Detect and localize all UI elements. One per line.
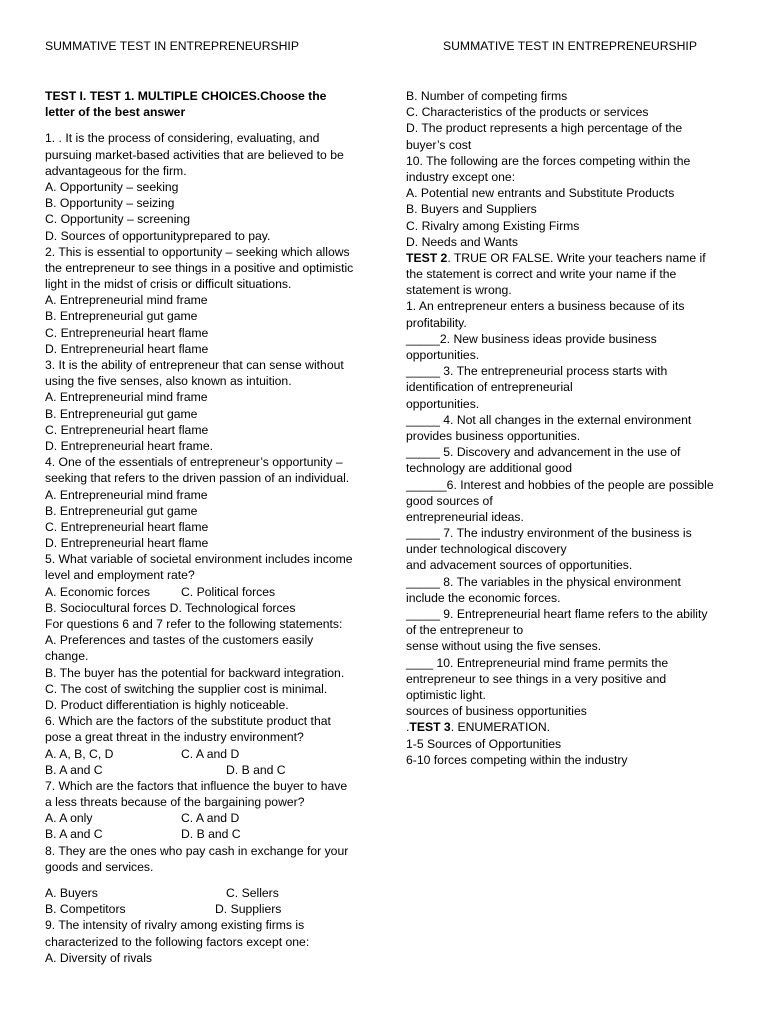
bold-text: TEST 2 xyxy=(406,250,448,265)
line-text: the entrepreneur to see things in a positive and optimistic xyxy=(45,260,354,275)
line-text: 10. The following are the forces competing within the xyxy=(406,153,691,168)
right-line xyxy=(406,363,726,379)
left-line xyxy=(45,211,363,227)
option-text: C. Political forces xyxy=(181,584,276,599)
spacer xyxy=(45,875,363,885)
line-text: _____ 8. The variables in the physical environment xyxy=(406,574,681,589)
left-line xyxy=(45,438,363,454)
left-line xyxy=(45,648,363,664)
left-line xyxy=(45,308,363,324)
left-line xyxy=(45,195,363,211)
left-line xyxy=(45,794,363,810)
line-text: B. Entrepreneurial gut game xyxy=(45,406,198,421)
line-text: D. Needs and Wants xyxy=(406,234,518,249)
left-line xyxy=(45,470,363,486)
line-text: A. Preferences and tastes of the customers easily xyxy=(45,633,314,648)
left-line xyxy=(45,632,363,648)
line-text: C. Rivalry among Existing Firms xyxy=(406,218,580,233)
line-text: 6-10 forces competing within the industry xyxy=(406,752,628,767)
left-line xyxy=(45,713,363,729)
left-line xyxy=(45,778,363,794)
right-line xyxy=(406,493,726,509)
option-text: D. Suppliers xyxy=(215,902,282,917)
line-text: D. Entrepreneurial heart flame xyxy=(45,536,209,551)
left-line xyxy=(45,762,363,778)
line-text: 1-5 Sources of Opportunities xyxy=(406,736,562,751)
line-text: statement is wrong. xyxy=(406,283,512,298)
right-line xyxy=(406,622,726,638)
left-line xyxy=(45,422,363,438)
header-left: SUMMATIVE TEST IN ENTREPRENEURSHIP xyxy=(45,39,299,53)
line-text: profitability. xyxy=(406,315,467,330)
line-text: C. Entrepreneurial heart flame xyxy=(45,422,209,437)
left-line xyxy=(45,950,363,966)
option-text: B. Competitors xyxy=(45,902,126,917)
left-line xyxy=(45,665,363,681)
option-text: A. A only xyxy=(45,811,93,826)
line-text: B. Entrepreneurial gut game xyxy=(45,503,198,518)
right-line xyxy=(406,687,726,703)
right-line xyxy=(406,444,726,460)
right-line xyxy=(406,185,726,201)
left-line xyxy=(45,163,363,179)
line-text: _____ 5. Discovery and advancement in the use of xyxy=(406,445,681,460)
left-line xyxy=(45,341,363,357)
line-text: goods and services. xyxy=(45,859,154,874)
left-line xyxy=(45,389,363,405)
right-line xyxy=(406,298,726,314)
left-column xyxy=(45,88,363,966)
line-text: pose a great threat in the industry environment? xyxy=(45,730,304,745)
line-text: 9. The intensity of rivalry among existing firms is xyxy=(45,918,305,933)
line-text: C. Entrepreneurial heart flame xyxy=(45,325,209,340)
line-text: 3. It is the ability of entrepreneur that can sense without xyxy=(45,358,344,372)
right-line xyxy=(406,396,726,412)
line-text: For questions 6 and 7 refer to the following statements: xyxy=(45,617,343,631)
line-text: change. xyxy=(45,649,89,664)
line-text: industry except one: xyxy=(406,169,516,184)
left-line xyxy=(45,503,363,519)
left-line xyxy=(45,843,363,859)
right-line xyxy=(406,736,726,752)
left-line xyxy=(45,260,363,276)
line-text: A. Entrepreneurial mind frame xyxy=(45,390,208,405)
left-line xyxy=(45,901,363,917)
line-text: good sources of xyxy=(406,493,493,508)
left-line xyxy=(45,697,363,713)
left-line xyxy=(45,357,363,373)
line-text: identification of entrepreneurial xyxy=(406,380,573,395)
right-line xyxy=(406,509,726,525)
right-line xyxy=(406,120,726,136)
left-line xyxy=(45,810,363,826)
line-text: B. Entrepreneurial gut game xyxy=(45,309,198,324)
left-line xyxy=(45,373,363,389)
line-text: ______6. Interest and hobbies of the people are possible xyxy=(406,477,714,492)
left-line xyxy=(45,454,363,470)
line-text: . ENUMERATION. xyxy=(450,720,551,735)
line-text: C. Opportunity – screening xyxy=(45,212,190,227)
line-text: 1. An entrepreneur enters a business because of its xyxy=(406,299,685,314)
right-line xyxy=(406,590,726,606)
option-text: B. A and C xyxy=(45,762,103,777)
right-line xyxy=(406,88,726,104)
left-line xyxy=(45,826,363,842)
line-text: 8. They are the ones who pay cash in exchange for your xyxy=(45,843,349,858)
right-line xyxy=(406,201,726,217)
line-text: A. Diversity of rivals xyxy=(45,950,152,965)
right-line xyxy=(406,104,726,120)
left-line xyxy=(45,917,363,933)
line-text: 4. One of the essentials of entrepreneur’s opportunity – xyxy=(45,455,343,470)
line-text: the statement is correct and write your name if the xyxy=(406,267,677,282)
right-line xyxy=(406,541,726,557)
left-line xyxy=(45,600,363,616)
line-text: include the economic forces. xyxy=(406,590,561,605)
line-text: B. Opportunity – seizing xyxy=(45,196,175,211)
option-text: A. A, B, C, D xyxy=(45,746,114,761)
bold-text: TEST 3 xyxy=(409,720,451,735)
line-text: opportunities. xyxy=(406,396,480,411)
line-text: B. Sociocultural forces D. Technological forces xyxy=(45,600,296,615)
left-line xyxy=(45,179,363,195)
option-text: C. Sellers xyxy=(226,886,279,900)
line-text: of the entrepreneur to xyxy=(406,623,524,638)
right-line xyxy=(406,266,726,282)
line-text: A. Opportunity – seeking xyxy=(45,179,179,194)
left-line xyxy=(45,88,363,104)
right-line xyxy=(406,477,726,493)
left-line xyxy=(45,147,363,163)
right-line xyxy=(406,525,726,541)
option-text: D. B and C xyxy=(181,827,241,842)
line-text: characterized to the following factors except one: xyxy=(45,934,310,949)
line-text: A. Entrepreneurial mind frame xyxy=(45,293,208,308)
left-line xyxy=(45,244,363,260)
option-text: B. A and C xyxy=(45,827,103,842)
line-text: D. Product differentiation is highly noticeable. xyxy=(45,697,289,712)
line-text: 7. Which are the factors that influence the buyer to have xyxy=(45,778,348,793)
left-line xyxy=(45,130,363,146)
line-text: _____ 3. The entrepreneurial process starts with xyxy=(406,364,668,379)
right-line xyxy=(406,347,726,363)
right-line xyxy=(406,752,726,768)
left-line xyxy=(45,885,363,901)
left-line xyxy=(45,487,363,503)
left-line xyxy=(45,584,363,600)
option-text: A. Economic forces xyxy=(45,584,150,599)
left-line xyxy=(45,551,363,567)
line-text: technology are additional good xyxy=(406,461,573,476)
line-text: C. Entrepreneurial heart flame xyxy=(45,519,209,534)
right-line xyxy=(406,153,726,169)
right-line xyxy=(406,655,726,671)
line-text: A. Entrepreneurial mind frame xyxy=(45,487,208,502)
right-line xyxy=(406,169,726,185)
header-right: SUMMATIVE TEST IN ENTREPRENEURSHIP xyxy=(443,39,697,53)
right-line xyxy=(406,557,726,573)
line-text: provides business opportunities. xyxy=(406,428,581,443)
option-text: D. B and C xyxy=(226,762,286,777)
option-text: C. A and D xyxy=(181,746,240,761)
line-text: 5. What variable of societal environment includes income xyxy=(45,552,353,567)
line-text: B. Buyers and Suppliers xyxy=(406,202,537,217)
line-text: C. The cost of switching the supplier cost is minimal. xyxy=(45,681,328,696)
left-line xyxy=(45,228,363,244)
line-text: buyer’s cost xyxy=(406,137,472,152)
line-text: 1. . It is the process of considering, evaluating, and xyxy=(45,131,320,146)
line-text: optimistic light. xyxy=(406,687,486,702)
right-line xyxy=(406,250,726,266)
option-text: C. A and D xyxy=(181,811,240,826)
option-text: A. Buyers xyxy=(45,886,98,900)
right-line xyxy=(406,234,726,250)
line-text: _____ 9. Entrepreneurial heart flame refers to the ability xyxy=(406,607,708,621)
right-line xyxy=(406,460,726,476)
line-text: a less threats because of the bargaining power? xyxy=(45,795,305,810)
line-text: D. Sources of opportunityprepared to pay. xyxy=(45,228,271,243)
right-line xyxy=(406,719,726,735)
line-text: 2. This is essential to opportunity – seeking which allows xyxy=(45,244,350,259)
line-text: using the five senses, also known as intuition. xyxy=(45,374,292,389)
line-text: and advacement sources of opportunities. xyxy=(406,558,633,573)
line-text: under technological discovery xyxy=(406,542,567,557)
line-text: D. Entrepreneurial heart frame. xyxy=(45,438,213,453)
line-text: _____ 4. Not all changes in the external environment xyxy=(406,412,692,427)
right-line xyxy=(406,703,726,719)
left-line xyxy=(45,325,363,341)
right-line xyxy=(406,671,726,687)
left-line xyxy=(45,567,363,583)
spacer xyxy=(45,120,363,130)
left-line xyxy=(45,934,363,950)
line-text: B. Number of competing firms xyxy=(406,89,568,103)
right-line xyxy=(406,606,726,622)
line-text: 6. Which are the factors of the substitute product that xyxy=(45,714,331,729)
line-text: A. Potential new entrants and Substitute Products xyxy=(406,186,675,201)
right-line xyxy=(406,428,726,444)
line-text: ____ 10. Entrepreneurial mind frame permits the xyxy=(406,655,669,670)
line-text: B. The buyer has the potential for backward integration. xyxy=(45,665,345,680)
right-line xyxy=(406,137,726,153)
line-text: entrepreneurial ideas. xyxy=(406,509,524,524)
bold-text: letter of the best answer xyxy=(45,105,186,120)
line-text: . TRUE OR FALSE. Write your teachers name if xyxy=(447,250,706,265)
right-line xyxy=(406,574,726,590)
left-line xyxy=(45,681,363,697)
right-line xyxy=(406,315,726,331)
left-line xyxy=(45,859,363,875)
line-text: sources of business opportunities xyxy=(406,704,587,719)
line-text: D. Entrepreneurial heart flame xyxy=(45,341,209,356)
right-column xyxy=(406,88,726,768)
line-text: D. The product represents a high percentage of the xyxy=(406,121,683,136)
line-text: seeking that refers to the driven passion of an individual. xyxy=(45,471,350,486)
line-text: light in the midst of crisis or difficult situations. xyxy=(45,277,292,292)
line-prefix: . xyxy=(406,720,410,735)
right-line xyxy=(406,412,726,428)
right-line xyxy=(406,282,726,298)
line-text: _____2. New business ideas provide business xyxy=(406,331,657,346)
bold-text: TEST I. TEST 1. MULTIPLE CHOICES.Choose the xyxy=(45,89,327,103)
line-text: _____ 7. The industry environment of the business is xyxy=(406,526,692,541)
line-text: C. Characteristics of the products or services xyxy=(406,105,649,120)
right-line xyxy=(406,638,726,654)
right-line xyxy=(406,331,726,347)
left-line xyxy=(45,292,363,308)
left-line xyxy=(45,535,363,551)
left-line xyxy=(45,519,363,535)
line-text: pursuing market-based activities that are believed to be xyxy=(45,147,344,162)
left-line xyxy=(45,616,363,632)
left-line xyxy=(45,276,363,292)
line-text: opportunities. xyxy=(406,348,480,362)
right-line xyxy=(406,379,726,395)
line-text: level and employment rate? xyxy=(45,568,195,583)
left-line xyxy=(45,729,363,745)
line-text: entrepreneur to see things in a very positive and xyxy=(406,671,667,686)
line-text: sense without using the five senses. xyxy=(406,639,602,654)
line-text: advantageous for the firm. xyxy=(45,163,187,178)
right-line xyxy=(406,218,726,234)
left-line xyxy=(45,406,363,422)
left-line xyxy=(45,104,363,120)
left-line xyxy=(45,746,363,762)
